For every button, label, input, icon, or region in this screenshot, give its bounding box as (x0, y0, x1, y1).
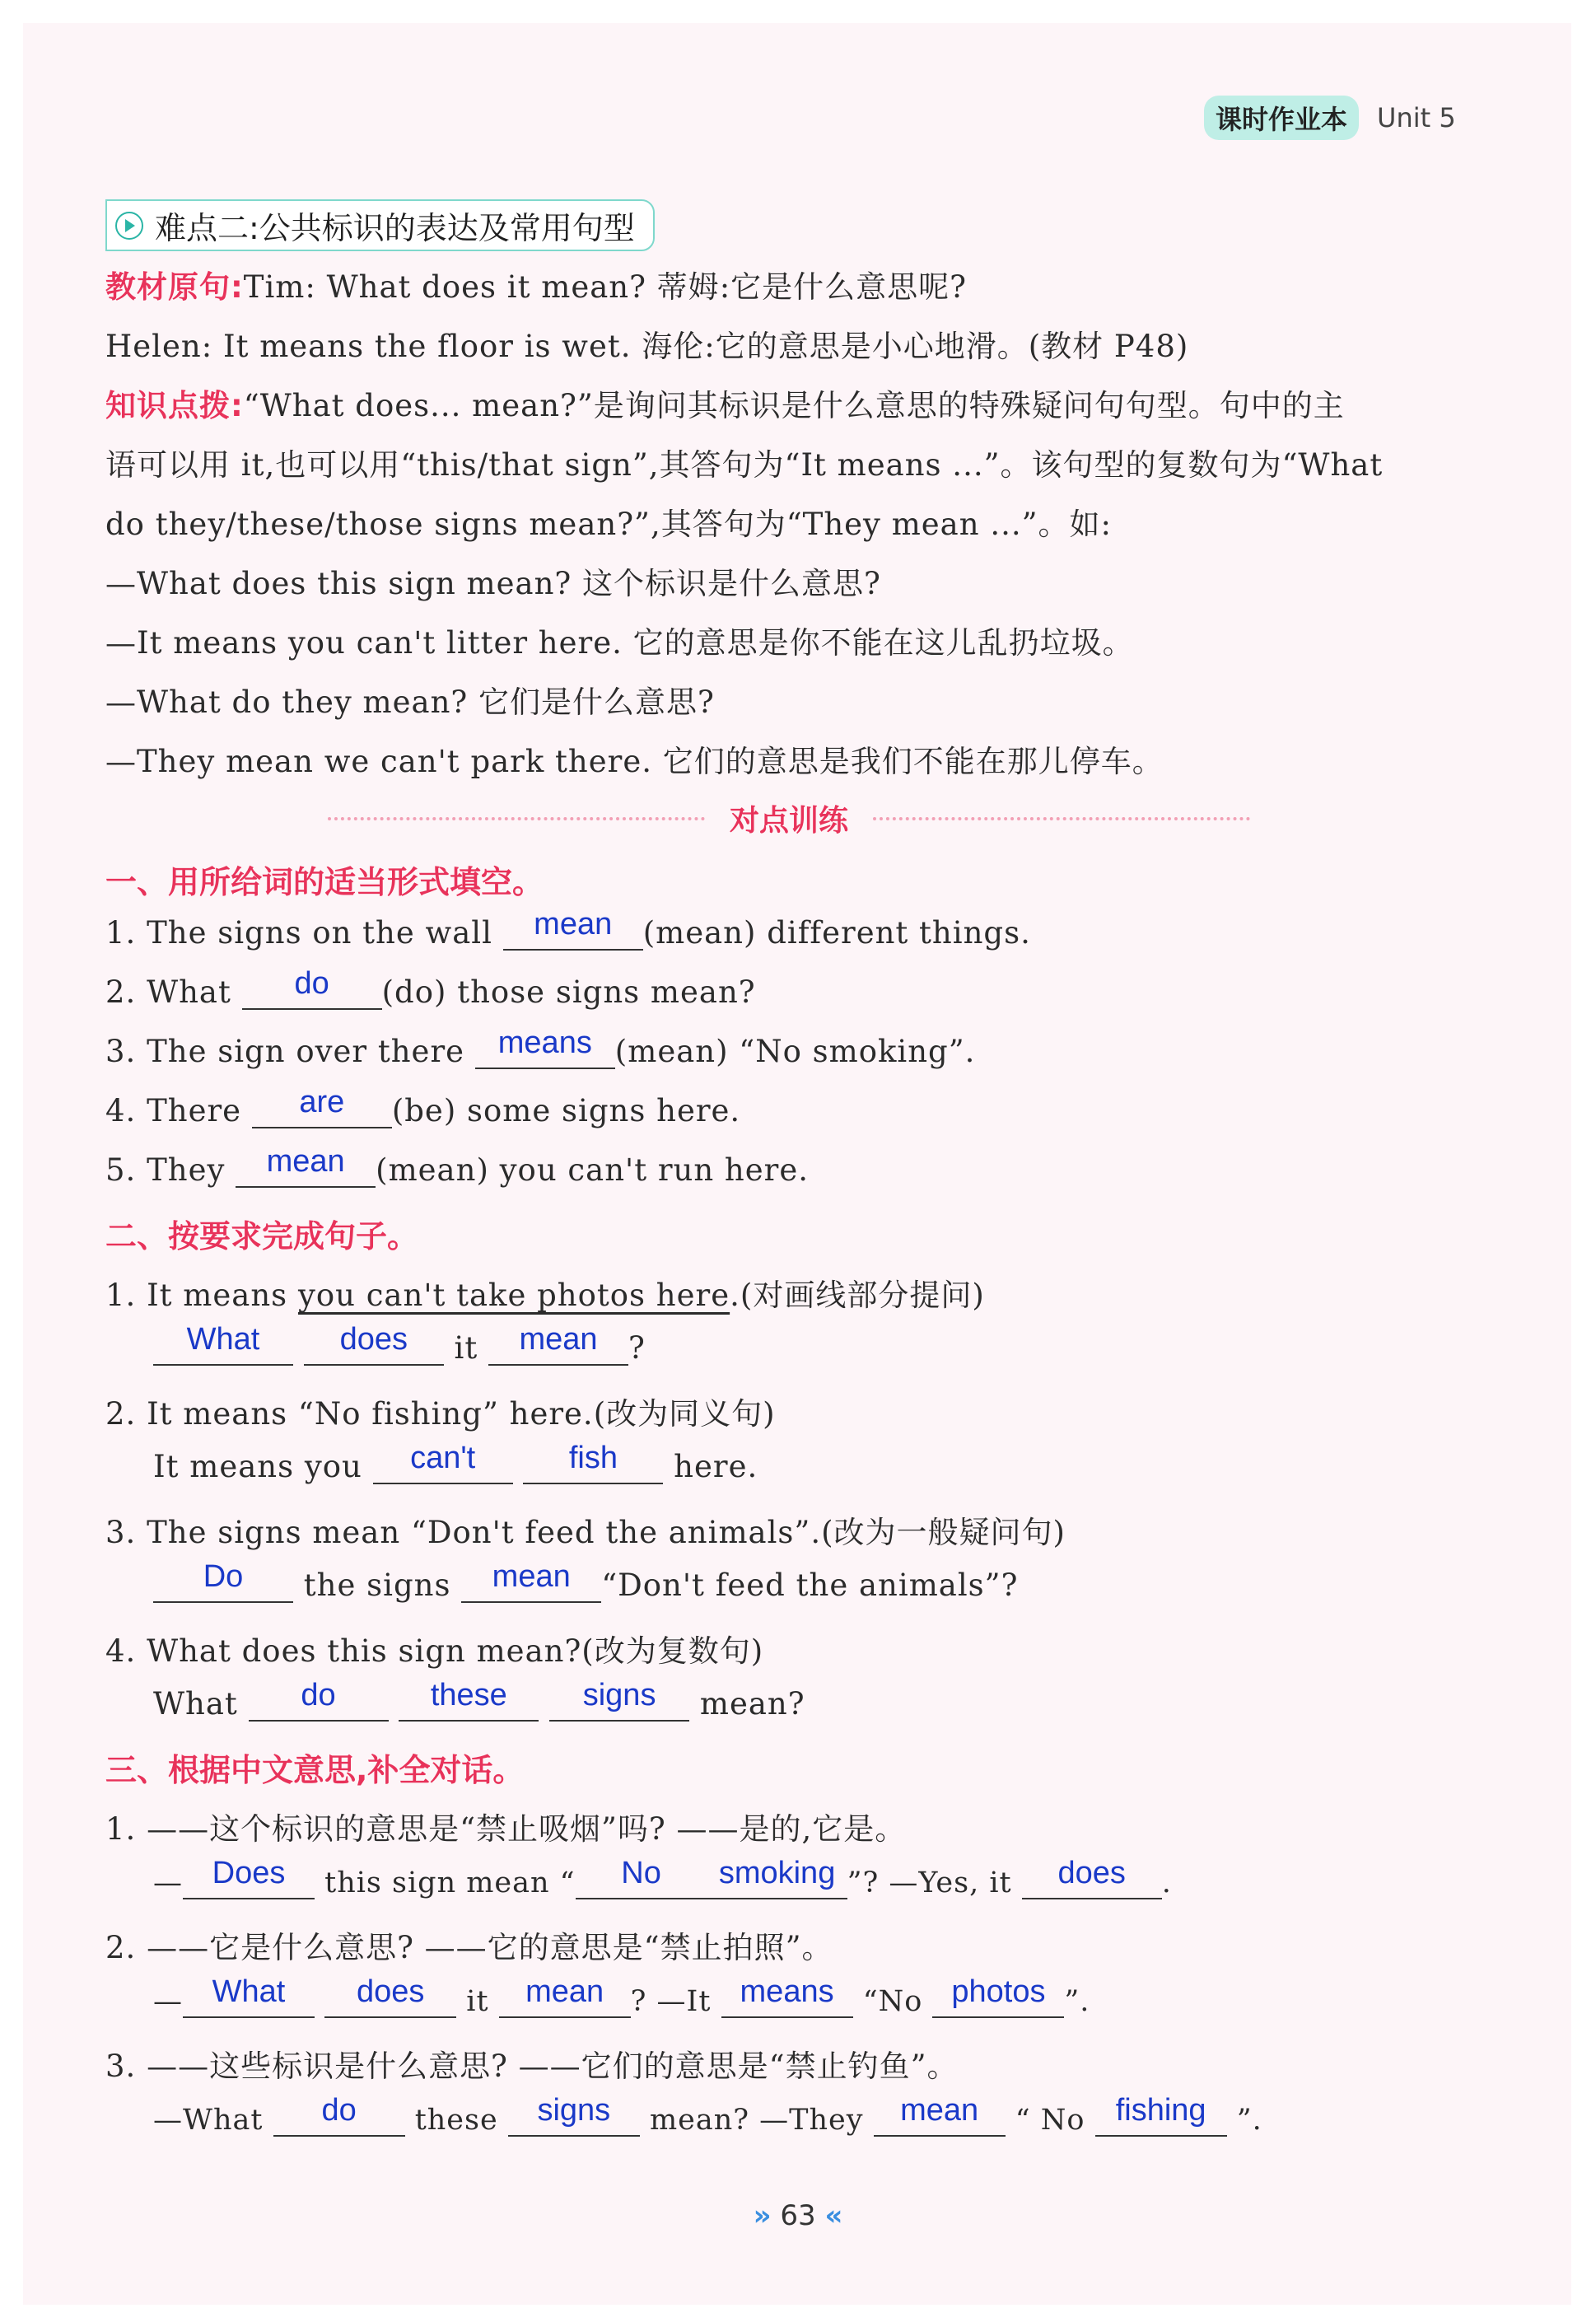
answer-text: fish (568, 1441, 618, 1475)
header-tag (1204, 96, 1456, 140)
answer-blank[interactable] (721, 1974, 853, 2018)
answer-blank[interactable] (153, 1322, 293, 1366)
answer-text: means (497, 1026, 592, 1060)
dash: — (153, 1985, 183, 2018)
answer-text: What (212, 1974, 286, 2009)
answer-blank[interactable] (324, 1974, 456, 2018)
p2-q2-answer (153, 1441, 758, 1484)
answer-blank[interactable] (373, 1441, 513, 1484)
p3-q1-mid1: this sign mean “ (315, 1866, 576, 1899)
p1-q1 (105, 907, 1031, 951)
answer-text: Does (212, 1856, 286, 1890)
answer-blank[interactable] (874, 2093, 1006, 2137)
label-knowledge: 知识点拨: (105, 388, 244, 423)
answer-text: fishing (1115, 2093, 1206, 2128)
answer-blank[interactable] (183, 1856, 315, 1899)
play-icon (115, 212, 143, 240)
answer-text: signs (537, 2093, 611, 2128)
dash: — (153, 1866, 183, 1899)
p3-q3-mid3: “ No (1005, 2104, 1095, 2137)
p3-q2-answer (153, 1974, 1090, 2018)
answer-text: mean (519, 1322, 598, 1357)
p2-q3: 3. The signs mean “Don't feed the animals”.(改为一般疑问句) (105, 1515, 1066, 1550)
p3-q1-mid2: ”? —Yes, it (847, 1866, 1022, 1899)
knowledge-line-1: “What does... mean?”是询问其标识是什么意思的特殊疑问句句型。句中的主 (243, 388, 1345, 423)
p2-q2-lead: It means you (153, 1449, 373, 1484)
p1-q2 (105, 966, 756, 1010)
p3-q3-cn: 3. ——这些标识是什么意思? ——它们的意思是“禁止钓鱼”。 (105, 2049, 959, 2084)
answer-blank[interactable] (549, 1678, 689, 1722)
p1-q5-a: 5. They (105, 1152, 236, 1188)
answer-text: mean (525, 1974, 604, 2009)
p3-q2-mid3: “No (852, 1985, 933, 2018)
answer-blank[interactable] (475, 1026, 615, 1069)
answer-text: What (186, 1322, 260, 1357)
answer-text: photos (951, 1974, 1046, 2009)
answer-text: these (430, 1678, 507, 1712)
p2-q2-end: here. (663, 1449, 758, 1484)
answer-blank[interactable] (499, 1974, 631, 2018)
answer-text: does (1057, 1856, 1126, 1890)
p2-q1-b: .(对画线部分提问) (730, 1278, 985, 1313)
knowledge-line-3: do they/these/those signs mean?”,其答句为“They mean ...”。如: (105, 507, 1112, 542)
answer-text: are (299, 1085, 345, 1119)
answer-text: smoking (718, 1856, 836, 1890)
underlined-part: you can't take photos here (297, 1278, 730, 1313)
p2-q1-end: ? (628, 1330, 646, 1366)
example-1: —What does this sign mean? 这个标识是什么意思? (105, 566, 881, 601)
p1-q3-a: 3. The sign over there (105, 1034, 475, 1069)
p1-q5-b: (mean) you can't run here. (376, 1152, 810, 1188)
p2-q3-mid: the signs (293, 1567, 462, 1603)
answer-text: Do (203, 1559, 244, 1594)
answer-blank[interactable] (273, 2093, 405, 2137)
answer-blank[interactable] (932, 1974, 1064, 2018)
answer-text: means (740, 1974, 834, 2009)
part2-heading: 二、按要求完成句子。 (105, 1218, 419, 1254)
p2-q1 (105, 1270, 985, 1315)
example-2: —It means you can't litter here. 它的意思是你不能在这儿乱扔垃圾。 (105, 625, 1134, 661)
answer-text: does (356, 1974, 425, 2009)
p2-q4-answer (153, 1678, 805, 1722)
p2-q4-end: mean? (689, 1686, 805, 1722)
p3-q3-mid1: these (404, 2104, 508, 2137)
unit-label: Unit 5 (1377, 102, 1456, 133)
p1-q3-b: (mean) “No smoking”. (614, 1034, 976, 1069)
p1-q4-b: (be) some signs here. (391, 1093, 741, 1128)
answer-text: mean (492, 1559, 571, 1594)
textbook-sentence (105, 262, 967, 306)
p3-q3-answer (153, 2093, 1262, 2137)
p1-q4-a: 4. There (105, 1093, 252, 1128)
p3-q1-answer (153, 1856, 1172, 1899)
answer-text: do (321, 2093, 357, 2128)
answer-text: can't (410, 1441, 476, 1475)
example-3: —What do they mean? 它们是什么意思? (105, 684, 715, 720)
p1-q3 (105, 1026, 976, 1069)
p3-q2-cn: 2. ——它是什么意思? ——它的意思是“禁止拍照”。 (105, 1930, 833, 1965)
part3-heading: 三、根据中文意思,补全对话。 (105, 1752, 525, 1788)
p1-q1-a: 1. The signs on the wall (105, 915, 503, 951)
p2-q4: 4. What does this sign mean?(改为复数句) (105, 1633, 764, 1669)
answer-blank[interactable] (252, 1085, 392, 1128)
part1-heading: 一、用所给词的适当形式填空。 (105, 864, 544, 900)
answer-blank[interactable] (1095, 2093, 1227, 2137)
p3-q2-mid1: it (456, 1985, 499, 2018)
answer-text: does (339, 1322, 408, 1357)
answer-text: mean (266, 1144, 345, 1179)
answer-blank[interactable] (304, 1322, 444, 1366)
p1-q5 (105, 1144, 810, 1188)
p2-q2: 2. It means “No fishing” here.(改为同义句) (105, 1396, 776, 1432)
page-footer (0, 2199, 1596, 2232)
answer-blank[interactable] (523, 1441, 663, 1484)
p3-q3-end: ”. (1226, 2104, 1262, 2137)
example-4: —They mean we can't park there. 它们的意思是我们不能在那儿停车。 (105, 744, 1164, 779)
divider-dots-left (328, 817, 705, 820)
page-number: 63 (780, 2199, 816, 2232)
answer-blank[interactable] (249, 1678, 389, 1722)
p3-q3-lead: —What (153, 2104, 273, 2137)
answer-blank[interactable] (183, 1974, 315, 2018)
label-textbook: 教材原句: (105, 269, 244, 305)
arrow-right-icon: » (753, 2199, 772, 2232)
p3-q2-end: ”. (1064, 1985, 1090, 2018)
p2-q1-answer (153, 1322, 646, 1366)
answer-text: signs (582, 1678, 656, 1712)
section-title-text: 难点二:公共标识的表达及常用句型 (155, 210, 635, 246)
knowledge-line-2: 语可以用 it,也可以用“this/that sign”,其答句为“It means ...”。该句型的复数句为“What (105, 447, 1384, 483)
answer-blank[interactable] (236, 1144, 376, 1188)
answer-blank[interactable] (153, 1559, 293, 1603)
divider-dots-right (873, 817, 1250, 820)
arrow-left-icon: « (824, 2199, 843, 2232)
knowledge-point (105, 381, 1345, 425)
p3-q1-end: . (1161, 1866, 1172, 1899)
p1-q4 (105, 1085, 741, 1128)
p3-q3-mid2: mean? —They (639, 2104, 874, 2137)
answer-blank[interactable] (508, 2093, 640, 2137)
answer-blank[interactable] (242, 966, 382, 1010)
answer-blank[interactable] (1022, 1856, 1162, 1899)
answer-blank[interactable] (707, 1856, 847, 1899)
textbook-line-1: Tim: What does it mean? 蒂姆:它是什么意思呢? (243, 269, 968, 305)
practice-divider (328, 797, 1250, 839)
divider-label: 对点训练 (730, 804, 849, 838)
answer-blank[interactable] (576, 1856, 707, 1899)
p3-q1-cn: 1. ——这个标识的意思是“禁止吸烟”吗? ——是的,它是。 (105, 1811, 907, 1847)
answer-blank[interactable] (488, 1322, 628, 1366)
section-title (105, 199, 655, 251)
textbook-line-2: Helen: It means the floor is wet. 海伦:它的意思是小心地滑。(教材 P48) (105, 329, 1189, 364)
p2-q3-end: “Don't feed the animals”? (601, 1567, 1019, 1603)
p1-q2-b: (do) those signs mean? (381, 974, 756, 1010)
p3-q2-mid2: ? —It (630, 1985, 721, 2018)
p1-q1-b: (mean) different things. (642, 915, 1031, 951)
p2-q4-lead: What (153, 1686, 249, 1722)
p2-q1-mid: it (443, 1330, 488, 1366)
homework-badge: 课时作业本 (1204, 96, 1359, 140)
answer-text: do (301, 1678, 336, 1712)
answer-blank[interactable] (461, 1559, 601, 1603)
answer-text: No (621, 1856, 661, 1890)
p1-q2-a: 2. What (105, 974, 242, 1010)
answer-text: mean (534, 907, 613, 941)
p2-q3-answer (153, 1559, 1019, 1603)
p2-q1-a: 1. It means (105, 1278, 298, 1313)
answer-blank[interactable] (503, 907, 643, 951)
answer-blank[interactable] (399, 1678, 539, 1722)
answer-text: mean (900, 2093, 979, 2128)
answer-text: do (294, 966, 329, 1001)
